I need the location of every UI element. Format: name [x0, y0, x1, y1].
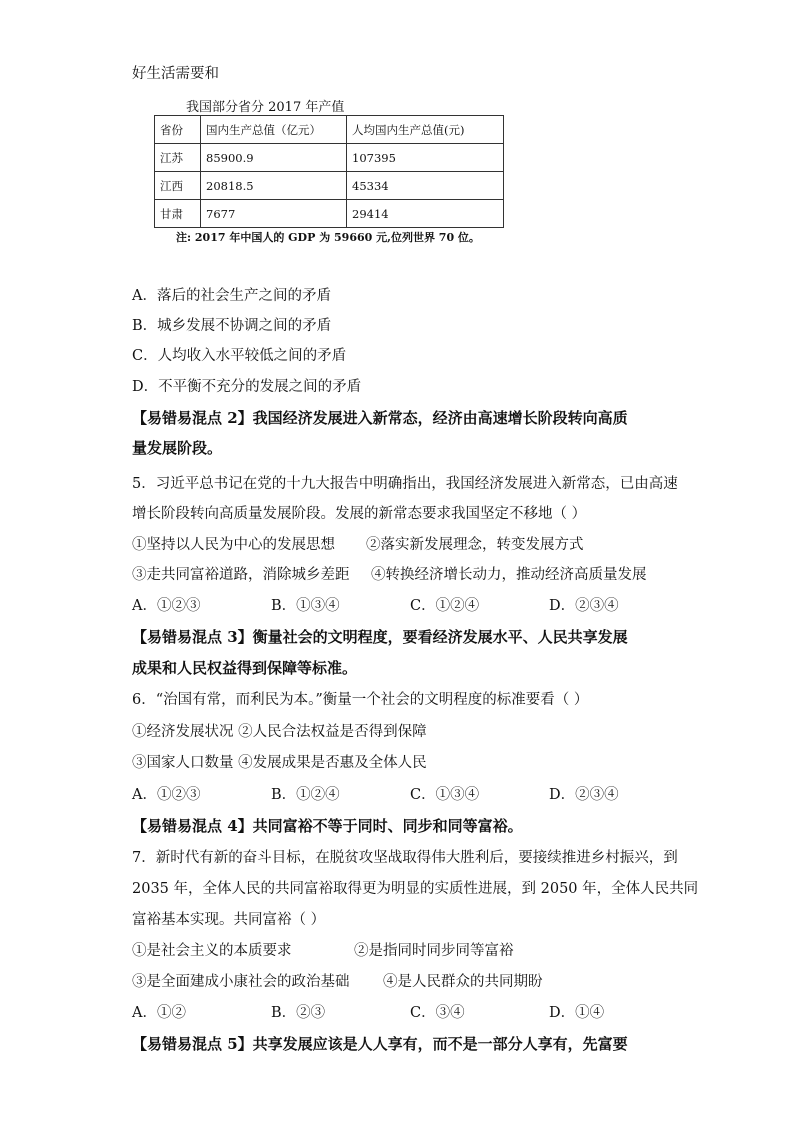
table-header-cell: 国内生产总值（亿元）	[201, 116, 347, 144]
table-cell: 85900.9	[201, 144, 347, 172]
point4-heading: 【易错易混点 4】共同富裕不等于同时、同步和同等富裕。	[132, 817, 523, 835]
q6-option-d: D．②③④	[549, 787, 619, 803]
intro-line: 好生活需要和	[132, 66, 219, 82]
table-header-cell: 省份	[155, 116, 201, 144]
q6-item-line-2: ③国家人口数量 ④发展成果是否惠及全体人民	[132, 755, 427, 771]
q5-item-4: ④转换经济增长动力，推动经济高质量发展	[371, 567, 647, 583]
q7-stem-cont-1: 2035 年，全体人民的共同富裕取得更为明显的实质性进展，到 2050 年，全体人民共同	[132, 881, 699, 897]
q5-stem: 5．习近平总书记在党的十九大报告中明确指出，我国经济发展进入新常态，已由高速	[132, 476, 678, 492]
point5-heading: 【易错易混点 5】共享发展应该是人人享有，而不是一部分人享有，先富要	[132, 1035, 628, 1053]
q5-option-c: C．①②④	[410, 598, 480, 614]
q7-stem: 7．新时代有新的奋斗目标，在脱贫攻坚战取得伟大胜利后，要接续推进乡村振兴，到	[132, 850, 678, 866]
table-cell: 20818.5	[201, 172, 347, 200]
table-cell: 7677	[201, 200, 347, 228]
q7-option-c: C．③④	[410, 1005, 465, 1021]
q5-option-a: A．①②③	[132, 598, 201, 614]
table-cell: 甘肃	[155, 200, 201, 228]
q5-item-1: ①坚持以人民为中心的发展思想	[132, 537, 335, 553]
point3-heading: 【易错易混点 3】衡量社会的文明程度，要看经济发展水平、人民共享发展	[132, 628, 628, 646]
table-cell: 107395	[347, 144, 504, 172]
table-header-row	[155, 116, 504, 144]
table-cell: 29414	[347, 200, 504, 228]
q7-item-4: ④是人民群众的共同期盼	[383, 974, 543, 990]
point2-heading: 【易错易混点 2】我国经济发展进入新常态，经济由高速增长阶段转向高质	[132, 409, 628, 427]
q4-option-d: D．不平衡不充分的发展之间的矛盾	[132, 379, 362, 395]
q4-option-a: A．落后的社会生产之间的矛盾	[132, 288, 331, 304]
q4-option-b: B．城乡发展不协调之间的矛盾	[132, 318, 332, 334]
table-cell: 江西	[155, 172, 201, 200]
q5-option-b: B．①③④	[271, 598, 340, 614]
table-note: 注: 2017 年中国人的 GDP 为 59660 元,位列世界 70 位。	[176, 231, 480, 244]
q7-item-1: ①是社会主义的本质要求	[132, 943, 292, 959]
q7-option-d: D．①④	[549, 1005, 605, 1021]
table-header-cell: 人均国内生产总值(元)	[347, 116, 504, 144]
q5-item-3: ③走共同富裕道路，消除城乡差距	[132, 567, 350, 583]
table-cell: 江苏	[155, 144, 201, 172]
q6-option-a: A．①②③	[132, 787, 201, 803]
q7-stem-cont-2: 富裕基本实现。共同富裕（ ）	[132, 912, 326, 928]
q7-option-b: B．②③	[271, 1005, 326, 1021]
q5-option-d: D．②③④	[549, 598, 619, 614]
q4-option-c: C．人均收入水平较低之间的矛盾	[132, 348, 347, 364]
q6-stem: 6．“治国有常，而利民为本。”衡量一个社会的文明程度的标准要看（ ）	[132, 692, 589, 708]
q7-item-3: ③是全面建成小康社会的政治基础	[132, 974, 350, 990]
q5-item-2: ②落实新发展理念，转变发展方式	[366, 537, 584, 553]
q7-item-2: ②是指同时同步同等富裕	[354, 943, 514, 959]
point3-heading-cont: 成果和人民权益得到保障等标准。	[132, 659, 358, 677]
q5-stem-cont: 增长阶段转向高质量发展阶段。发展的新常态要求我国坚定不移地（ ）	[132, 506, 587, 522]
q6-item-line-1: ①经济发展状况 ②人民合法权益是否得到保障	[132, 724, 427, 740]
table-caption: 我国部分省分 2017 年产值	[186, 100, 345, 115]
point2-heading-cont: 量发展阶段。	[132, 439, 223, 457]
q7-option-a: A．①②	[132, 1005, 186, 1021]
table-row	[155, 200, 504, 228]
q6-option-b: B．①②④	[271, 787, 340, 803]
table-row	[155, 144, 504, 172]
gdp-table	[154, 115, 504, 228]
q6-option-c: C．①③④	[410, 787, 480, 803]
table-cell: 45334	[347, 172, 504, 200]
table-row	[155, 172, 504, 200]
